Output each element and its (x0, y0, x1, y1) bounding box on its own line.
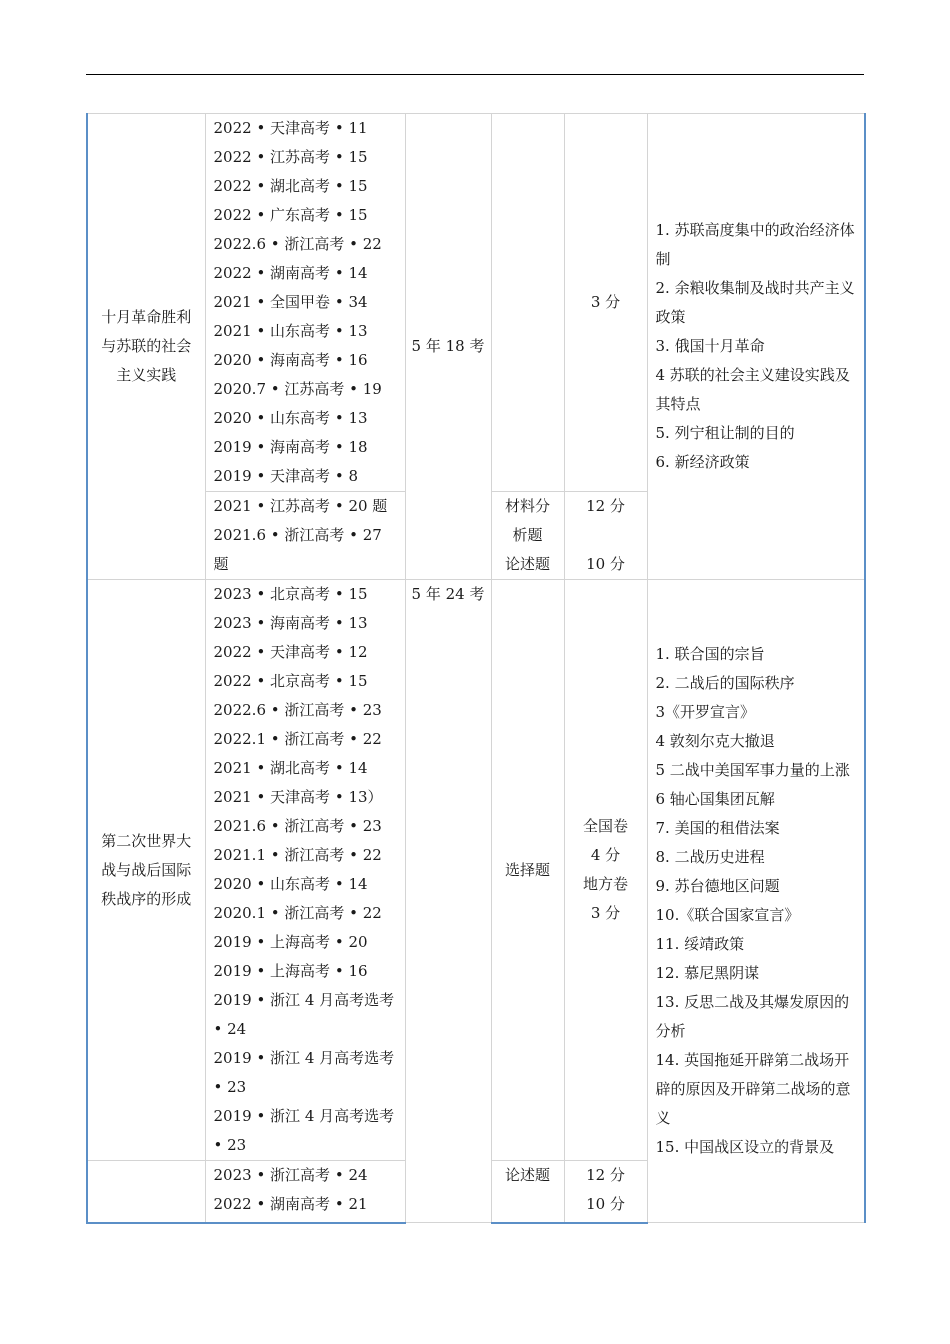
exam-item: 2022 • 天津高考 • 12 (213, 643, 368, 661)
topic-cell: 十月革命胜利与苏联的社会主义实践 (87, 114, 205, 580)
exam-item: 2022.1 • 浙江高考 • 22 (213, 730, 382, 748)
exam-item: 2023 • 北京高考 • 15 (213, 585, 368, 603)
point-item: 3. 俄国十月革命 (655, 337, 765, 355)
point-item: 4 敦刻尔克大撤退 (655, 732, 775, 750)
exam-item: 2019 • 天津高考 • 8 (213, 467, 358, 485)
exam-item: 2021.6 • 浙江高考 • 27 题 (213, 526, 382, 573)
score-cell (564, 492, 647, 580)
exam-item: 2019 • 浙江 4 月高考选考 • 23 (213, 1049, 395, 1096)
point-item: 6 轴心国集团瓦解 (655, 790, 775, 808)
score-line: 10 分 (586, 555, 625, 573)
topic-cell: 第二次世界大战与战后国际秩战序的形成 (87, 580, 205, 1161)
point-item: 9. 苏台德地区问题 (655, 877, 780, 895)
exam-item: 2022 • 天津高考 • 11 (213, 119, 368, 137)
score-line: 10 分 (586, 1195, 625, 1213)
exam-list (205, 114, 405, 492)
point-item: 7. 美国的租借法案 (655, 819, 780, 837)
exam-item: 2022 • 广东高考 • 15 (213, 206, 368, 224)
question-type-cell (491, 114, 564, 492)
exam-item: 2021 • 湖北高考 • 14 (213, 759, 368, 777)
question-type-cell (491, 492, 564, 580)
exam-item: 2021 • 江苏高考 • 20 题 (213, 497, 388, 515)
exam-item: 2022 • 湖南高考 • 14 (213, 264, 368, 282)
score-line: 4 分 (590, 846, 621, 864)
exam-item: 2019 • 上海高考 • 20 (213, 933, 368, 951)
score-line: 全国卷 (582, 817, 628, 835)
point-item: 13. 反思二战及其爆发原因的分析 (655, 993, 850, 1040)
point-item: 4 苏联的社会主义建设实践及其特点 (655, 366, 850, 413)
score-cell: 3 分 (564, 114, 647, 492)
exam-item: 2022 • 湖北高考 • 15 (213, 177, 368, 195)
exam-item: 2022 • 江苏高考 • 15 (213, 148, 368, 166)
exam-item: 2022.6 • 浙江高考 • 22 (213, 235, 382, 253)
point-item: 5. 列宁租让制的目的 (655, 424, 795, 442)
score-line: 地方卷 (582, 875, 628, 893)
score-line: 12 分 (586, 497, 625, 515)
exam-item: 2021 • 天津高考 • 13） (213, 788, 383, 806)
knowledge-points (647, 114, 865, 580)
exam-table (86, 113, 864, 1224)
score-cell (564, 580, 647, 1161)
exam-item: 2020 • 海南高考 • 16 (213, 351, 368, 369)
exam-item: 2023 • 浙江高考 • 24 (213, 1166, 368, 1184)
exam-item: 2020.1 • 浙江高考 • 22 (213, 904, 382, 922)
exam-item: 2022 • 北京高考 • 15 (213, 672, 368, 690)
point-item: 15. 中国战区设立的背景及 (655, 1138, 835, 1156)
score-line (565, 521, 647, 550)
question-type-cell: 选择题 (491, 580, 564, 1161)
point-item: 11. 绥靖政策 (655, 935, 745, 953)
type-line: 材料分 (504, 497, 550, 515)
exam-item: 2019 • 上海高考 • 16 (213, 962, 368, 980)
point-item: 14. 英国拖延开辟第二战场开辟的原因及开辟第二战场的意义 (655, 1051, 851, 1127)
exam-item: 2023 • 海南高考 • 13 (213, 614, 368, 632)
exam-item: 2020.7 • 江苏高考 • 19 (213, 380, 382, 398)
frequency-cell: 5 年 24 考 (405, 580, 491, 1223)
point-item: 10.《联合国家宣言》 (655, 906, 800, 924)
point-item: 6. 新经济政策 (655, 453, 750, 471)
point-item: 8. 二战历史进程 (655, 848, 765, 866)
point-item: 1. 联合国的宗旨 (655, 645, 765, 663)
exam-item: 2020 • 山东高考 • 13 (213, 409, 368, 427)
point-item: 2. 余粮收集制及战时共产主义政策 (655, 279, 855, 326)
exam-list (205, 1161, 405, 1223)
topic-cell (87, 1161, 205, 1223)
type-line: 析题 (512, 526, 543, 544)
exam-item: 2019 • 浙江 4 月高考选考 • 23 (213, 1107, 395, 1154)
exam-item: 2020 • 山东高考 • 14 (213, 875, 368, 893)
exam-item: 2021 • 全国甲卷 • 34 (213, 293, 368, 311)
type-line: 论述题 (504, 555, 550, 573)
exam-item: 2022.6 • 浙江高考 • 23 (213, 701, 382, 719)
score-cell (564, 1161, 647, 1223)
exam-item: 2021.1 • 浙江高考 • 22 (213, 846, 382, 864)
exam-item: 2021 • 山东高考 • 13 (213, 322, 368, 340)
type-line: 论述题 (504, 1166, 550, 1184)
score-line: 12 分 (586, 1166, 625, 1184)
point-item: 2. 二战后的国际秩序 (655, 674, 795, 692)
point-item: 1. 苏联高度集中的政治经济体制 (655, 221, 855, 268)
exam-item: 2022 • 湖南高考 • 21 (213, 1195, 368, 1213)
exam-item: 2019 • 海南高考 • 18 (213, 438, 368, 456)
exam-item: 2021.6 • 浙江高考 • 23 (213, 817, 382, 835)
point-item: 12. 慕尼黑阴谋 (655, 964, 760, 982)
frequency-cell: 5 年 18 考 (405, 114, 491, 580)
knowledge-points (647, 580, 865, 1223)
point-item: 5 二战中美国军事力量的上涨 (655, 761, 850, 779)
exam-item: 2019 • 浙江 4 月高考选考 • 24 (213, 991, 395, 1038)
point-item: 3《开罗宣言》 (655, 703, 756, 721)
exam-list (205, 580, 405, 1161)
score-line: 3 分 (590, 904, 621, 922)
question-type-cell (491, 1161, 564, 1223)
exam-list (205, 492, 405, 580)
header-rule (86, 74, 864, 75)
